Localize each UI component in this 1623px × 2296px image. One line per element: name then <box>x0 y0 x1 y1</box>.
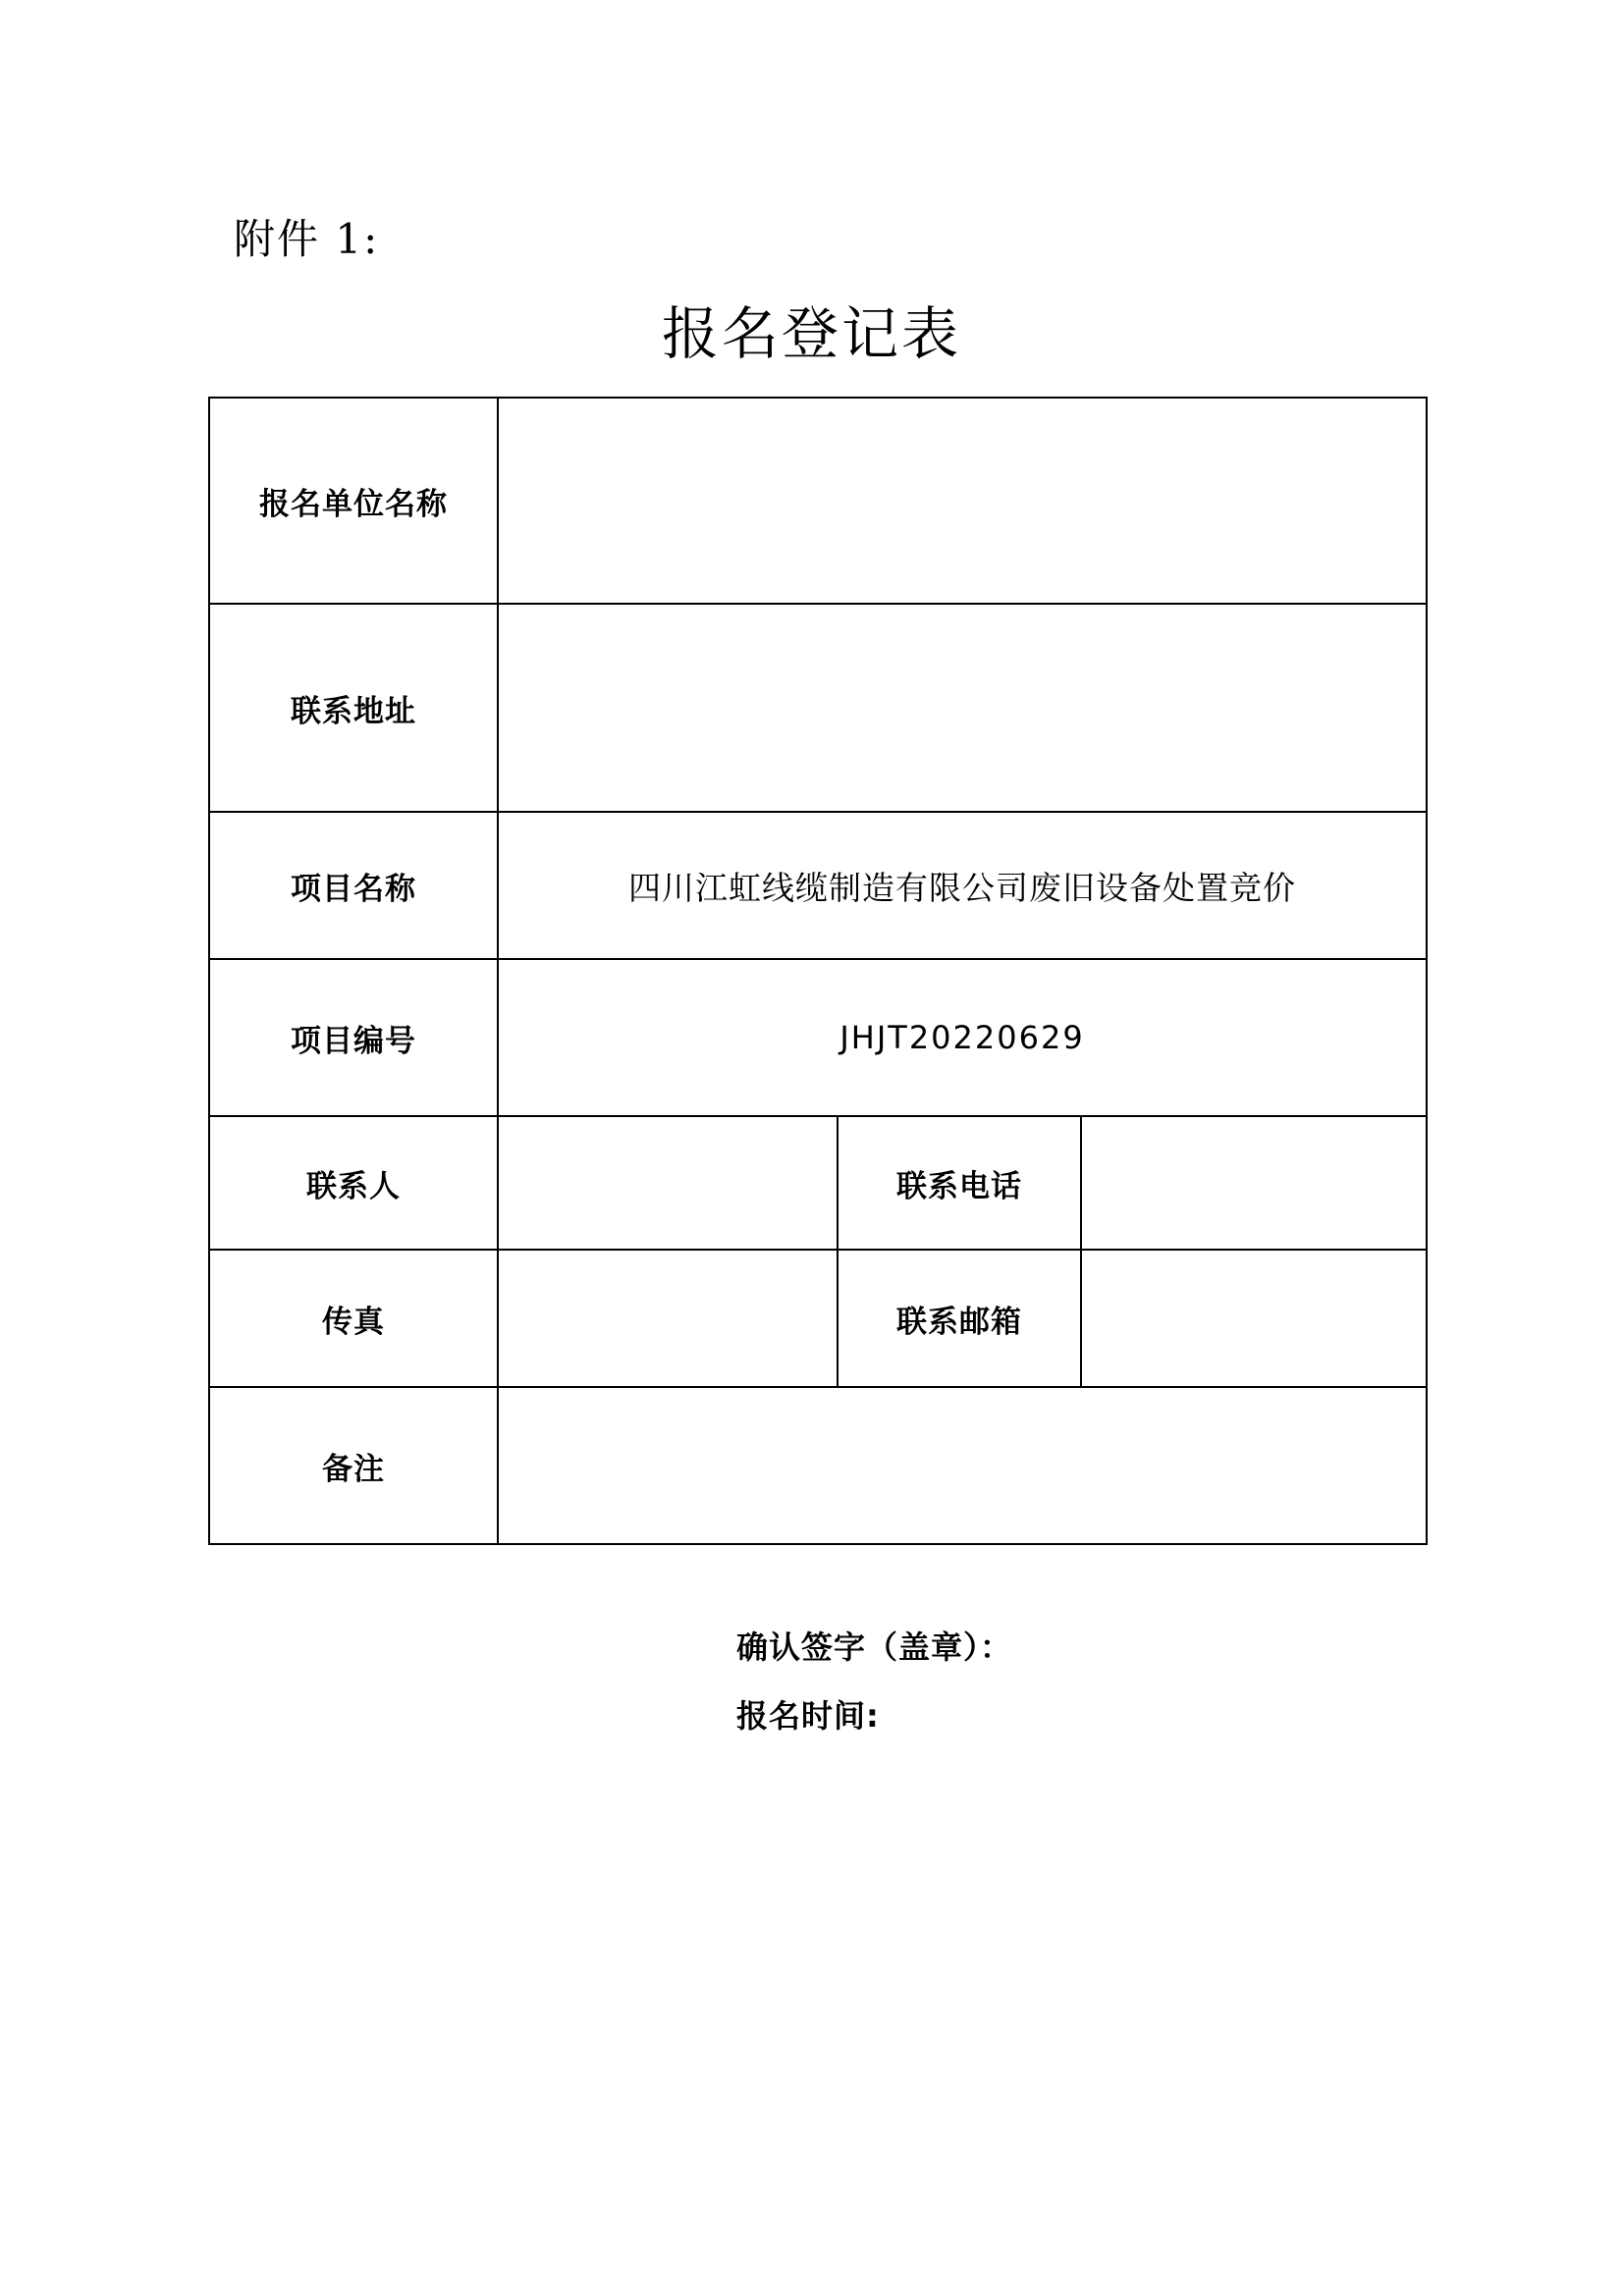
remarks-label: 备注 <box>209 1387 498 1544</box>
project-name-label: 项目名称 <box>209 812 498 959</box>
remarks-field[interactable] <box>498 1387 1427 1544</box>
row-contact <box>209 1116 1427 1250</box>
registration-date-label: 报名时间: <box>736 1697 880 1735</box>
unit-name-field[interactable] <box>498 398 1427 604</box>
contact-person-field[interactable] <box>498 1116 838 1250</box>
row-project-name <box>209 812 1427 959</box>
row-fax-email <box>209 1250 1427 1387</box>
form-title: 报名登记表 <box>661 300 961 367</box>
project-name-value: 四川江虹线缆制造有限公司废旧设备处置竞价 <box>498 812 1427 959</box>
contact-person-label: 联系人 <box>209 1116 498 1250</box>
row-unit-name <box>209 398 1427 604</box>
row-address <box>209 604 1427 812</box>
email-field[interactable] <box>1081 1250 1427 1387</box>
signature-label: 确认签字（盖章）： <box>736 1629 1013 1666</box>
address-label: 联系地址 <box>209 604 498 812</box>
fax-label: 传真 <box>209 1250 498 1387</box>
row-project-number <box>209 959 1427 1116</box>
fax-field[interactable] <box>498 1250 838 1387</box>
unit-name-label: 报名单位名称 <box>209 398 498 604</box>
project-number-value: JHJT20220629 <box>498 959 1427 1116</box>
phone-label: 联系电话 <box>838 1116 1081 1250</box>
registration-table <box>208 397 1428 1545</box>
row-remarks <box>209 1387 1427 1544</box>
attachment-label: 附件 1: <box>234 215 380 263</box>
email-label: 联系邮箱 <box>838 1250 1081 1387</box>
phone-field[interactable] <box>1081 1116 1427 1250</box>
address-field[interactable] <box>498 604 1427 812</box>
project-number-label: 项目编号 <box>209 959 498 1116</box>
